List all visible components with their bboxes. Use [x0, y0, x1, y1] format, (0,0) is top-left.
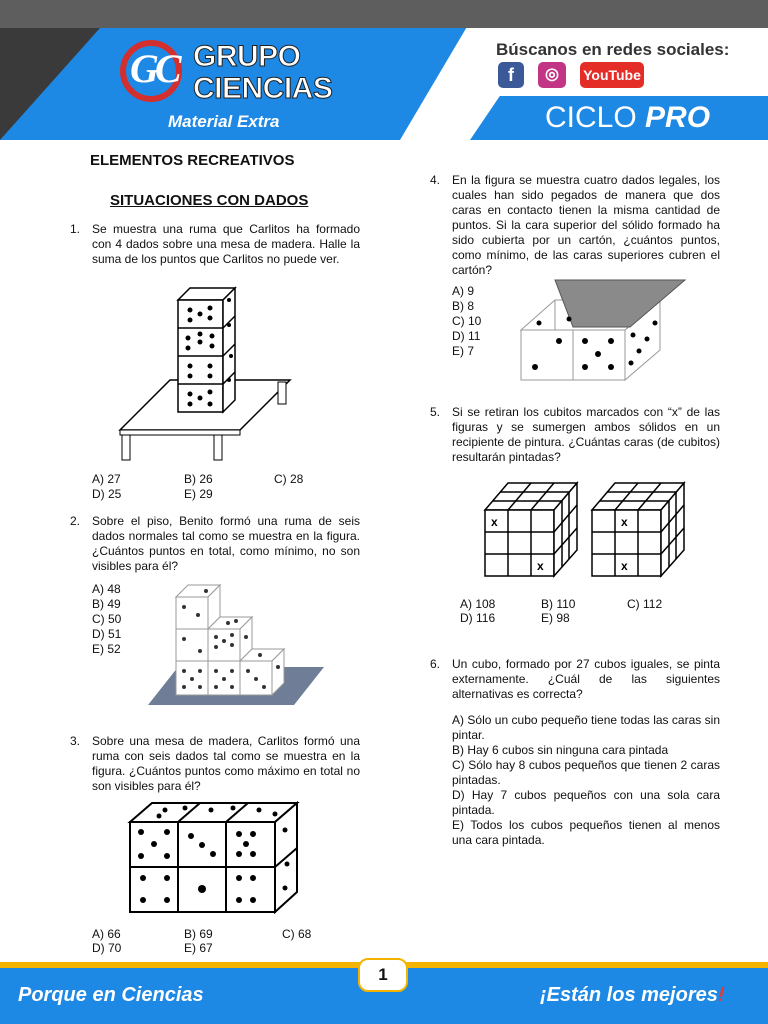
- logo-letters: GC: [130, 46, 178, 91]
- option-e[interactable]: E) 52: [92, 642, 121, 656]
- question-5: [430, 405, 720, 465]
- question-text: En la figura se muestra cuatro dados legales, los cuales han sido pegados de manera que dos caras en contacto tienen la misma cantidad de puntos. Si la cara superior del sólido formado ha sido cubierta por un cartón, ¿cuántos puntos, como mínimo, de las caras superiores cubren el cartón?: [452, 173, 720, 277]
- mark-x: x: [621, 515, 628, 529]
- option-e[interactable]: E) 98: [541, 611, 570, 625]
- option-a[interactable]: A) 27: [92, 472, 121, 486]
- social-label: Búscanos en redes sociales:: [496, 40, 730, 59]
- option-e[interactable]: E) 29: [184, 487, 213, 501]
- mark-x: x: [537, 559, 544, 573]
- question-number: 1.: [70, 222, 81, 236]
- question-2: [70, 514, 360, 574]
- cycle-label: [545, 101, 710, 135]
- question-number: 3.: [70, 734, 81, 748]
- question-number: 4.: [430, 173, 441, 187]
- mark-x: x: [621, 559, 628, 573]
- section-subtitle: SITUACIONES CON DADOS: [110, 192, 309, 209]
- option-c[interactable]: C) 10: [452, 314, 482, 328]
- footer-slogan-left: Porque en Ciencias: [18, 984, 204, 1006]
- option-a[interactable]: A) 108: [460, 597, 496, 611]
- option-a[interactable]: A) 48: [92, 582, 121, 596]
- option-b[interactable]: B) 110: [541, 597, 576, 611]
- question-2-options: [92, 582, 121, 657]
- question-number: 6.: [430, 657, 441, 671]
- question-3: [70, 734, 360, 794]
- instagram-icon[interactable]: ◎: [538, 62, 566, 88]
- question-text: Si se retiran los cubitos marcados con “x” de las figuras y se sumergen ambos sólidos en un recipiente de pintura. ¿Cuántas caras (de cubitos) resultarán pintadas?: [452, 405, 720, 464]
- footer-slogan-right: [540, 984, 725, 1007]
- material-subtitle: Material Extra: [168, 112, 280, 131]
- option-b[interactable]: B) 26: [184, 472, 213, 486]
- option-c[interactable]: C) 28: [274, 472, 304, 486]
- question-number: 2.: [70, 514, 81, 528]
- option-e[interactable]: E) 7: [452, 344, 475, 358]
- mark-x: x: [491, 515, 498, 529]
- question-6-options: [452, 713, 720, 848]
- option-b[interactable]: B) 49: [92, 597, 121, 611]
- option-b[interactable]: B) 8: [452, 299, 475, 313]
- dice-staircase-figure: [148, 575, 328, 710]
- question-1: [70, 222, 360, 267]
- question-text: Se muestra una ruma que Carlitos ha formado con 4 dados sobre una mesa de madera. Halle la suma de los puntos que Carlitos no puede ver.: [92, 222, 360, 266]
- question-6: [430, 657, 720, 702]
- option-c[interactable]: C) Sólo hay 8 cubos pequeños que tienen 2 caras pintadas.: [452, 758, 720, 787]
- option-d[interactable]: D) Hay 7 cubos pequeños con una sola cara pintada.: [452, 788, 720, 817]
- question-text: Sobre una mesa de madera, Carlitos formó una ruma con seis dados tal como se muestra en la figura. ¿Cuántos puntos como máximo en total no son visibles para él?: [92, 734, 360, 793]
- option-d[interactable]: D) 70: [92, 941, 122, 955]
- cycle-name: PRO: [645, 101, 711, 134]
- option-a[interactable]: A) 66: [92, 927, 121, 941]
- cycle-prefix: CICLO: [545, 101, 637, 134]
- question-text: Un cubo, formado por 27 cubos iguales, se pinta externamente. ¿Cuál de las siguientes alternativas es correcta?: [452, 657, 720, 701]
- dice-block-figure: [125, 800, 305, 915]
- option-a[interactable]: A) 9: [452, 284, 475, 298]
- option-d[interactable]: D) 116: [460, 611, 496, 625]
- question-4-options: [452, 284, 481, 359]
- brand-name-line2: CIENCIAS: [193, 72, 333, 105]
- dice-with-cardboard-figure: [515, 275, 690, 385]
- question-4: [430, 173, 720, 278]
- facebook-icon[interactable]: f: [498, 62, 524, 88]
- youtube-icon[interactable]: YouTube: [580, 62, 644, 88]
- option-d[interactable]: D) 11: [452, 329, 481, 343]
- option-d[interactable]: D) 51: [92, 627, 122, 641]
- option-e[interactable]: E) Todos los cubos pequeños tienen al menos una cara pintada.: [452, 818, 720, 847]
- dice-tower-on-table-figure: [110, 280, 300, 465]
- header-top-bar: [0, 0, 768, 28]
- question-text: Sobre el piso, Benito formó una ruma de seis dados normales tal como se muestra en la figura. ¿Cuántos puntos en total, como mínimo, no son visibles para él?: [92, 514, 360, 573]
- option-e[interactable]: E) 67: [184, 941, 213, 955]
- page-number: 1: [358, 958, 408, 992]
- page-title: ELEMENTOS RECREATIVOS: [90, 152, 295, 169]
- option-a[interactable]: A) Sólo un cubo pequeño tiene todas las caras sin pintar.: [452, 713, 720, 742]
- cubes-with-marks-figure: [480, 480, 690, 580]
- question-number: 5.: [430, 405, 441, 419]
- footer-slogan-text: ¡Están los mejores: [540, 984, 718, 1006]
- option-c[interactable]: C) 112: [627, 597, 663, 611]
- brand-name-line1: GRUPO: [193, 40, 301, 73]
- option-c[interactable]: C) 50: [92, 612, 122, 626]
- option-b[interactable]: B) Hay 6 cubos sin ninguna cara pintada: [452, 743, 669, 757]
- option-c[interactable]: C) 68: [282, 927, 312, 941]
- option-b[interactable]: B) 69: [184, 927, 213, 941]
- option-d[interactable]: D) 25: [92, 487, 122, 501]
- footer-slogan-mark: !: [717, 984, 725, 1006]
